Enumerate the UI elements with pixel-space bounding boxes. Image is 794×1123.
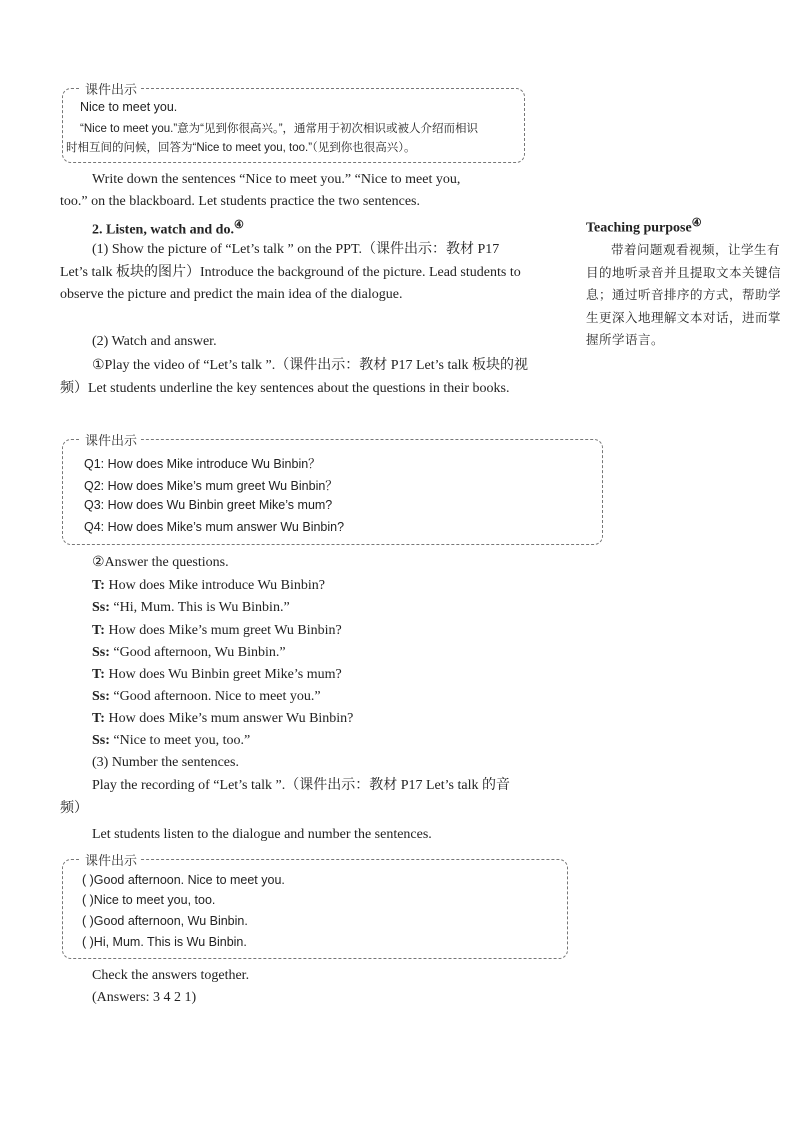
dialogue-line <box>92 575 325 597</box>
dialogue-line <box>92 664 342 686</box>
box1-line-1: “Nice to meet you.”意为“见到你很高兴。”，通常用于初次相识或被人介绍而相识 <box>80 123 479 135</box>
courseware-label: 课件出示 <box>81 850 141 869</box>
speaker: Ss: <box>92 689 110 704</box>
speaker: Ss: <box>92 645 110 660</box>
dialogue-line <box>92 642 286 664</box>
side-body: 带着问题观看视频，让学生有目的地听录音并且提取文本关键信息；通过听音排序的方式，帮助学生更深入地理解文本对话，进而掌握所学语言。 <box>586 242 782 347</box>
check-answers: Check the answers together. <box>92 968 250 983</box>
utterance: How does Wu Binbin greet Mike’s mum? <box>104 667 342 682</box>
courseware-label: 课件出示 <box>81 430 141 449</box>
utterance: “Nice to meet you, too.” <box>109 733 251 748</box>
answers-title: ②Answer the questions. <box>92 555 229 570</box>
question-2: Q2: How does Mike’s mum greet Wu Binbin？ <box>84 479 338 493</box>
utterance: How does Mike’s mum answer Wu Binbin? <box>104 711 354 726</box>
dialogue-line <box>92 686 321 708</box>
intro-line-1: Write down the sentences “Nice to meet you.” “Nice to meet you, <box>92 172 461 187</box>
utterance: “Good afternoon, Wu Binbin.” <box>109 645 286 660</box>
step2-title: (2) Watch and answer. <box>92 334 217 349</box>
step3-title: (3) Number the sentences. <box>92 755 239 770</box>
speaker: T: <box>92 578 105 593</box>
question-3: Q3: How does Wu Binbin greet Mike’s mum? <box>84 498 333 512</box>
side-title <box>586 216 702 237</box>
speaker: T: <box>92 667 105 682</box>
order-item: ( )Hi, Mum. This is Wu Binbin. <box>82 935 247 949</box>
step2-paragraph: ①Play the video of “Let’s talk ”.（课件出示：教材 P17 Let’s talk 板块的视频）Let students underline the key sentences about the questions in their books. <box>60 358 528 396</box>
utterance: “Hi, Mum. This is Wu Binbin.” <box>109 600 290 615</box>
speaker: T: <box>92 623 105 638</box>
speaker: Ss: <box>92 733 110 748</box>
step1-paragraph: (1) Show the picture of “Let’s talk ” on the PPT.（课件出示：教材 P17 Let’s talk 板块的图片）Introduce the background of the picture. Lead students to observe the picture and predict the main idea of the dialogue. <box>60 242 521 302</box>
dialogue-line <box>92 620 342 642</box>
utterance: How does Mike introduce Wu Binbin? <box>104 578 326 593</box>
question-1: Q1: How does Mike introduce Wu Binbin？ <box>84 457 321 471</box>
box1-title: Nice to meet you. <box>80 100 178 114</box>
question-4: Q4: How does Mike’s mum answer Wu Binbin? <box>84 520 345 534</box>
box1-line-2: 时相互间的问候，回答为“Nice to meet you, too.”（见到你也很高兴）。 <box>66 142 416 154</box>
step3-listen: Let students listen to the dialogue and number the sentences. <box>92 827 432 842</box>
answers-key: (Answers: 3 4 2 1) <box>92 990 197 1005</box>
side-title-text: Teaching purpose <box>586 220 692 236</box>
section-heading <box>92 214 244 242</box>
intro-line-2: too.” on the blackboard. Let students practice the two sentences. <box>60 194 420 209</box>
utterance: “Good afternoon. Nice to meet you.” <box>109 689 321 704</box>
speaker: Ss: <box>92 600 110 615</box>
section-heading-text: 2. Listen, watch and do. <box>92 222 234 238</box>
section-mark: ④ <box>233 219 244 231</box>
dialogue-line <box>92 730 250 752</box>
courseware-label: 课件出示 <box>81 79 141 98</box>
order-item: ( )Nice to meet you, too. <box>82 893 216 907</box>
dialogue-line <box>92 708 353 730</box>
order-item: ( )Good afternoon. Nice to meet you. <box>82 873 285 887</box>
order-item: ( )Good afternoon, Wu Binbin. <box>82 914 248 928</box>
utterance: How does Mike’s mum greet Wu Binbin? <box>104 623 342 638</box>
step3-play: Play the recording of “Let’s talk ”.（课件出示：教材 P17 Let’s talk 的音频） <box>60 778 510 816</box>
dialogue-line <box>92 597 290 619</box>
side-mark: ④ <box>691 217 702 229</box>
speaker: T: <box>92 711 105 726</box>
